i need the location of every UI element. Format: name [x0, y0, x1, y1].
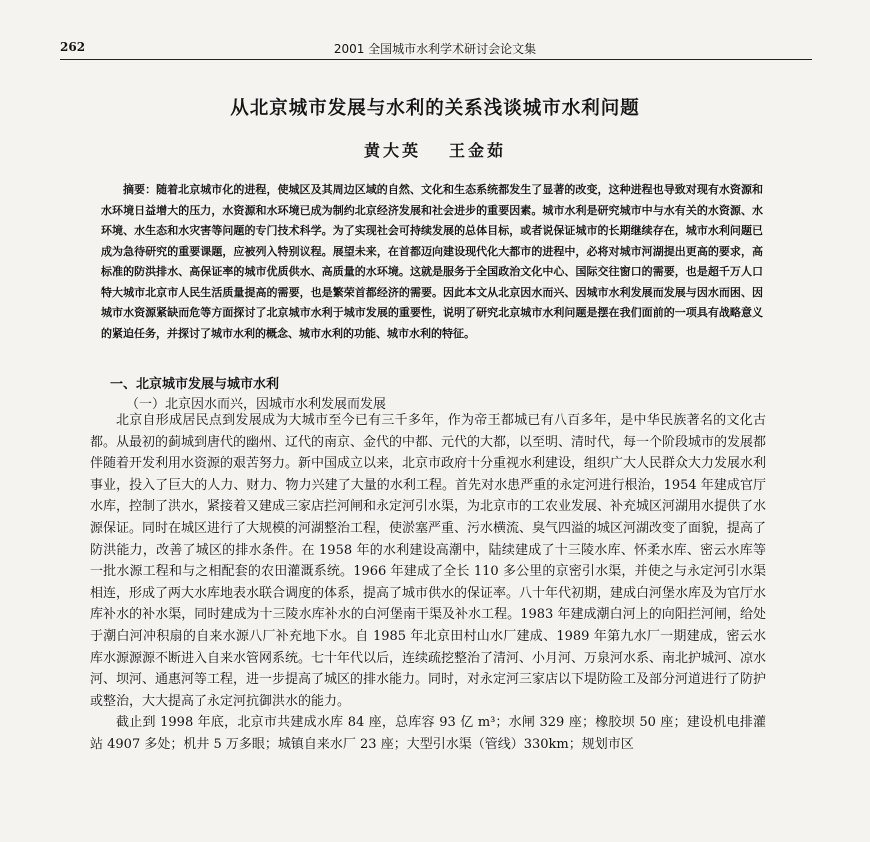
subsection-heading: （一）北京因水而兴，因城市水利发展而发展: [126, 397, 387, 412]
section-heading: 一、北京城市发展与城市水利: [110, 377, 280, 392]
abstract: 摘要：随着北京城市化的进程，使城区及其周边区域的自然、文化和生态系统都发生了显著的改变，这种进程也导致对现有水资源和水环境日益增大的压力，水资源和水环境已成为制约北京经济发展和社会进步的重要因素。城市水利是研究城市中与水有关的水资源、水环境、水生态和水灾害等问题的专门技术科学。为了实现社会可持续发展的总体目标，或者说保证城市的长期继续存在，城市水利问题已成为急待研究的重要课题，应被列入特别议程。展望未来，在首都迈向建设现代化大都市的进程中，必将对城市河湖提出更高的要求，高标准的防洪排水、高保证率的城市优质供水、高质量的水环境。这就是服务于全国政治文化中心、国际交往窗口的需要，也是超千万人口特大城市北京市人民生活质量提高的需要，也是繁荣首都经济的需要。因此本文从北京因水而兴、因城市水利发展而发展与因水而困、因城市水资源紧缺而危等方面探讨了北京城市水利于城市发展的重要性，说明了研究北京城市水利问题是摆在我们面前的一项具有战略意义的紧迫任务，并探讨了城市水利的概念、城市水利的功能、城市水利的特征。: [101, 183, 763, 340]
running-header: [60, 40, 810, 56]
running-title: 2001 全国城市水利学术研讨会论文集: [333, 42, 537, 56]
paragraph: 截止到 1998 年底，北京市共建成水库 84 座，总库容 93 亿 m³；水闸 329 座；橡胶坝 50 座；建设机电排灌站 4907 多处；机井 5 万多眼；城镇自来水厂 23 座；大型引水渠（管线）330km；规划市区: [90, 715, 766, 752]
author-name: 王金茹: [449, 141, 507, 160]
header-rule: [60, 59, 812, 60]
author-name: 黄大英: [363, 141, 421, 160]
body-text: [90, 410, 766, 756]
authors: [0, 138, 870, 161]
page-number: 262: [60, 40, 86, 54]
paper-title: 从北京城市发展与水利的关系浅谈城市水利问题: [230, 98, 640, 119]
paragraph: 北京自形成居民点到发展成为大城市至今已有三千多年，作为帝王都城已有八百多年，是中华民族著名的文化古都。从最初的蓟城到唐代的幽州、辽代的南京、金代的中都、元代的大都，以至明、清时代，每一个阶段城市的发展都伴随着开发利用水资源的艰苦努力。新中国成立以来，北京市政府十分重视水利建设，组织广大人民群众大力发展水利事业，投入了巨大的人力、财力、物力兴建了大量的水利工程。首先对水患严重的永定河进行根治，1954 年建成官厅水库，控制了洪水，紧接着又建成三家店拦河闸和永定河引水渠，为北京市的工农业发展、补充城区河湖用水提供了水源保证。同时在城区进行了大规模的河湖整治工程，使淤塞严重、污水横流、臭气四溢的城区河湖改变了面貌，提高了防洪能力，改善了城区的排水条件。在 1958 年的水利建设高潮中，陆续建成了十三陵水库、怀柔水库、密云水库等一批水源工程和与之相配套的农田灌溉系统。1966 年建成了全长 110 多公里的京密引水渠，并使之与永定河引水渠相连，形成了两大水库地表水联合调度的体系，提高了城市供水的保证率。八十年代初期，建成白河堡水库及为官厅水库补水的补水渠，同时建成为十三陵水库补水的白河堡南干渠及补水工程。1983 年建成潮白河上的向阳拦河闸，给处于潮白河冲积扇的自来水源八厂补充地下水。自 1985 年北京田村山水厂建成、1989 年第九水厂一期建成，密云水库水源源源不断进入自来水管网系统。七十年代以后，连续疏挖整治了清河、小月河、万泉河水系、南北护城河、凉水河、坝河、通惠河等工程，进一步提高了城区的排水能力。同时，对永定河三家店以下堤防险工及部分河道进行了防护或整治，大大提高了永定河抗御洪水的能力。: [90, 413, 767, 709]
